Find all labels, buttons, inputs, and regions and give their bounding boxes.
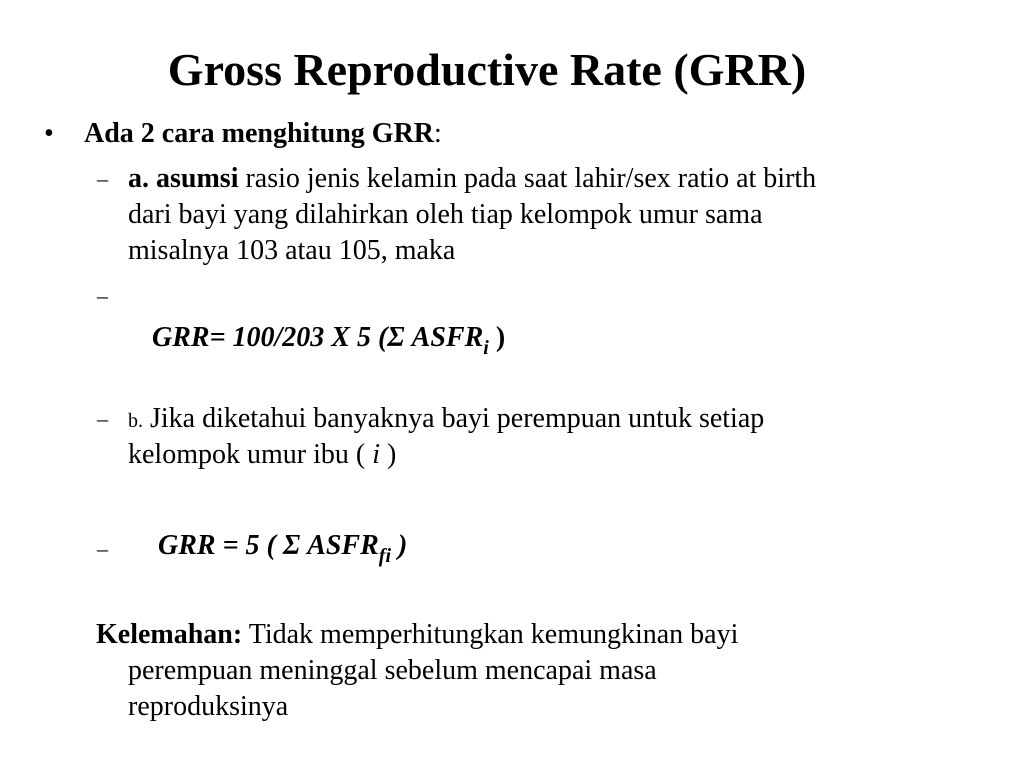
dash-icon: – bbox=[97, 406, 108, 431]
formula-a bbox=[152, 320, 505, 358]
weakness-line3: reproduksinya bbox=[128, 691, 289, 722]
dash-icon: – bbox=[97, 283, 108, 308]
intro-text bbox=[84, 116, 442, 152]
item-a-line1 bbox=[128, 161, 816, 197]
formula-b-close: ) bbox=[391, 530, 408, 561]
item-a-label: a. asumsi bbox=[128, 163, 239, 194]
item-a-line2: dari bayi yang dilahirkan oleh tiap kelompok umur sama bbox=[128, 199, 763, 230]
intro-bold: Ada 2 cara menghitung GRR bbox=[84, 118, 435, 149]
item-b-line2 bbox=[128, 437, 396, 473]
item-b-line2-start: kelompok umur ibu ( bbox=[128, 439, 373, 470]
dash-icon: – bbox=[97, 166, 108, 191]
item-b-line1-text: Jika diketahui banyaknya bayi perempuan untuk setiap bbox=[143, 403, 765, 434]
item-b-label: b. bbox=[128, 410, 143, 432]
item-b-var: i bbox=[372, 439, 380, 470]
weakness-line1 bbox=[96, 617, 738, 653]
formula-a-main: GRR= 100/203 X 5 (Σ ASFR bbox=[152, 322, 484, 353]
formula-b-subscript: fi bbox=[378, 545, 392, 567]
weakness-line1-text: Tidak memperhitungkan kemungkinan bayi bbox=[242, 619, 739, 650]
formula-a-close: ) bbox=[488, 322, 506, 353]
weakness-label: Kelemahan: bbox=[96, 619, 243, 650]
slide-title: Gross Reproductive Rate (GRR) bbox=[167, 44, 807, 95]
formula-b-main: GRR = 5 ( Σ ASFR bbox=[158, 530, 379, 561]
formula-a-subscript: i bbox=[483, 337, 489, 359]
item-a-line1-text: rasio jenis kelamin pada saat lahir/sex ratio at birth bbox=[238, 163, 817, 194]
formula-b bbox=[158, 528, 407, 566]
bullet-icon: • bbox=[44, 118, 54, 149]
weakness-line2: perempuan meninggal sebelum mencapai masa bbox=[128, 655, 657, 686]
dash-icon: – bbox=[97, 536, 108, 561]
intro-colon: : bbox=[434, 118, 442, 149]
item-b-line2-end: ) bbox=[379, 439, 397, 470]
item-b-line1 bbox=[128, 401, 764, 439]
item-a-line3: misalnya 103 atau 105, maka bbox=[128, 235, 456, 266]
